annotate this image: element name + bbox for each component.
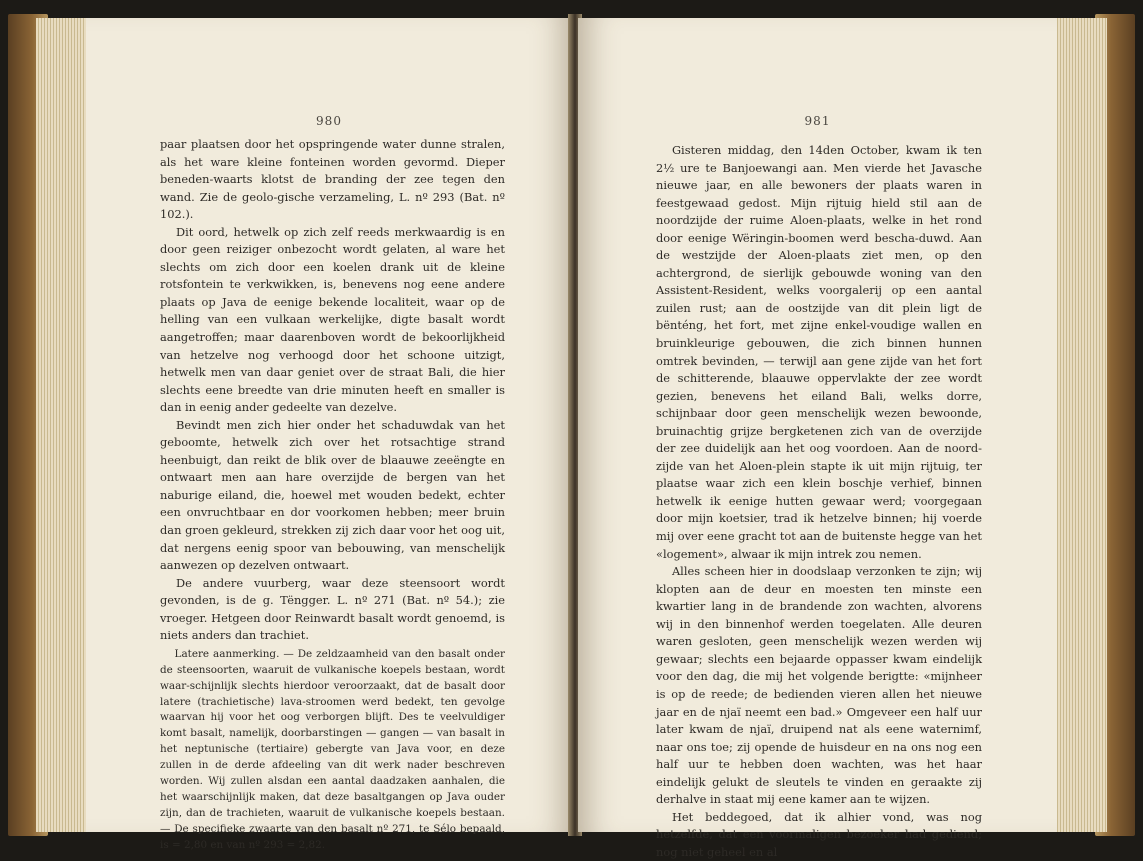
page-number-left: 980 — [316, 114, 342, 128]
right-page-text — [656, 142, 982, 861]
paragraph: Gisteren middag, den 14den October, kwam ik ten 2½ ure te Banjoewangi aan. Men vierde het Javasche nieuwe jaar, en alle bewoners der plaats waren in feestgewaad gedost. Mijn rijtuig hield stil aan de noordzijde der ruime Aloen-plaats, welke in het rond door eenige Wëringin-boomen werd bescha-duwd. Aan de westzijde der Aloen-plaats ziet men, op den achtergrond, de sierlijk gebouwde woning van den Assistent-Resident, welks voorgalerij op een aantal zuilen rust; aan de oostzijde van dit plein ligt de bënténg, het fort, met zijne enkel-voudige wallen en bruinkleurige gebouwen, die zich binnen hunnen omtrek bevinden, — terwijl aan gene zijde van het fort de schitterende, blaauwe oppervlakte der zee wordt gezien, benevens het eiland Bali, welks dorre, schijnbaar door geen menschelijk wezen bewoonde, bruinachtig grijze bergketenen zich van de overzijde der zee duidelijk aan het oog voordoen. Aan de noord-zijde van het Aloen-plein stapte ik uit mijn rijtuig, ter plaatse waar zich een klein boschje verhief, binnen hetwelk ik eenige hutten gewaar werd; voorgegaan door mijn koetsier, trad ik hetzelve binnen; hij voerde mij over eene gracht tot aan de buitenste hegge van het «logement», alwaar ik mijn intrek zou nemen. — [656, 143, 982, 561]
right-page — [578, 18, 1057, 859]
paragraph: paar plaatsen door het opspringende water dunne stralen, als het ware kleine fonteinen worden gevormd. Dieper beneden-waarts klotst de branding der zee tegen den wand. Zie de geolo-gische verzameling, L. nº 293 (Bat. nº 102.). — [160, 137, 505, 222]
left-page-edges — [36, 18, 86, 832]
left-page-text — [160, 136, 505, 854]
paragraph: Dit oord, hetwelk op zich zelf reeds merkwaardig is en door geen reiziger onbezocht wordt gelaten, al ware het slechts om zich door een koelen drank uit de kleine rotsfontein te verkwikken, is, benevens nog eene andere plaats op Java de eenige bekende localiteit, waar op de helling van een vulkaan werkelijke, digte basalt wordt aangetroffen; maar daarenboven wordt de bekoorlijkheid van hetzelve nog verhoogd door het schoone uitzigt, hetwelk men van daar geniet over de straat Bali, die hier slechts eene breedte van drie minuten heeft en smaller is dan in eenig ander gedeelte van dezelve. — [160, 224, 505, 415]
paragraph: De andere vuurberg, waar deze steensoort wordt gevonden, is de g. Tëngger. L. nº 271 (Bat. nº 54.); zie vroeger. Hetgeen door Reinwardt basalt wordt genoemd, is niets anders dan trachiet. — [160, 575, 505, 643]
paragraph: Het beddegoed, dat ik alhier vond, was nog hetzelfde, dat een voormaligen bezoeker had gediend; nog niet geheel en al — [656, 809, 982, 859]
paragraph: Alles scheen hier in doodslaap verzonken te zijn; wij klopten aan de deur en moesten ten minste een kwartier lang in de brandende zon wachten, alvorens wij in den binnenhof werden toegelaten. Alle deuren waren gesloten, geen menschelijk wezen werden wij gewaar; slechts een bejaarde oppasser kwam eindelijk voor den dag, die mij het volgende berigtte: «mijnheer is op de reede; de bedienden vieren allen het nieuwe jaar en de njaï neemt een bad.» Omgeveer een half uur later kwam de njaï, druipend nat als eene waternimf, naar ons toe; zij opende de huisdeur en na ons nog een half uur te hebben doen wachten, was het haar eindelijk gelukt de sleutels te vinden en geraakte zij derhalve in staat mij eene kamer aan te wijzen. — [656, 564, 982, 807]
left-page — [86, 18, 572, 851]
right-page-edges — [1055, 18, 1107, 832]
footnote-later-remark: Latere aanmerking. — De zeldzaamheid van den basalt onder de steensoorten, waaruit de vulkanische koepels bestaan, wordt waar-schijnlijk slechts hierdoor veroorzaakt, dat de basalt door latere (trachietische) lava-stroomen werd bedekt, ten gevolge waarvan hij voor het oog verborgen blijft. Des te veelvuldiger komt basalt, namelijk, doorbarstingen — gangen — van basalt in het neptunische (tertiaire) gebergte van Java voor, en deze zullen in de derde afdeeling van dit werk nader beschreven worden. Wij zullen alsdan een aantal daadzaken aanhalen, die het waarschijnlijk maken, dat deze basaltgangen op Java ouder zijn, dan de trachieten, waaruit de vulkanische koepels bestaan. — De specifieke zwaarte van den basalt nº 271, te Sélo bepaald, is = 2,80 en van nº 293 = 2,82. — [160, 647, 505, 851]
open-book — [8, 10, 1135, 859]
paragraph: Bevindt men zich hier onder het schaduwdak van het geboomte, hetwelk zich over het rotsachtige strand heenbuigt, dan reikt de blik over de blaauwe zeeëngte en ontwaart men aan hare overzijde de bergen van het naburige eiland, die, hoewel met wouden bedekt, echter een onvruchtbaar en dor voorkomen hebben; meer bruin dan groen gekleurd, strekken zij zich daar voor het oog uit, dat nergens eenig spoor van bebouwing, van menschelijk aanwezen op dezelven ontwaart. — [160, 417, 505, 573]
page-number-right: 981 — [804, 114, 831, 128]
